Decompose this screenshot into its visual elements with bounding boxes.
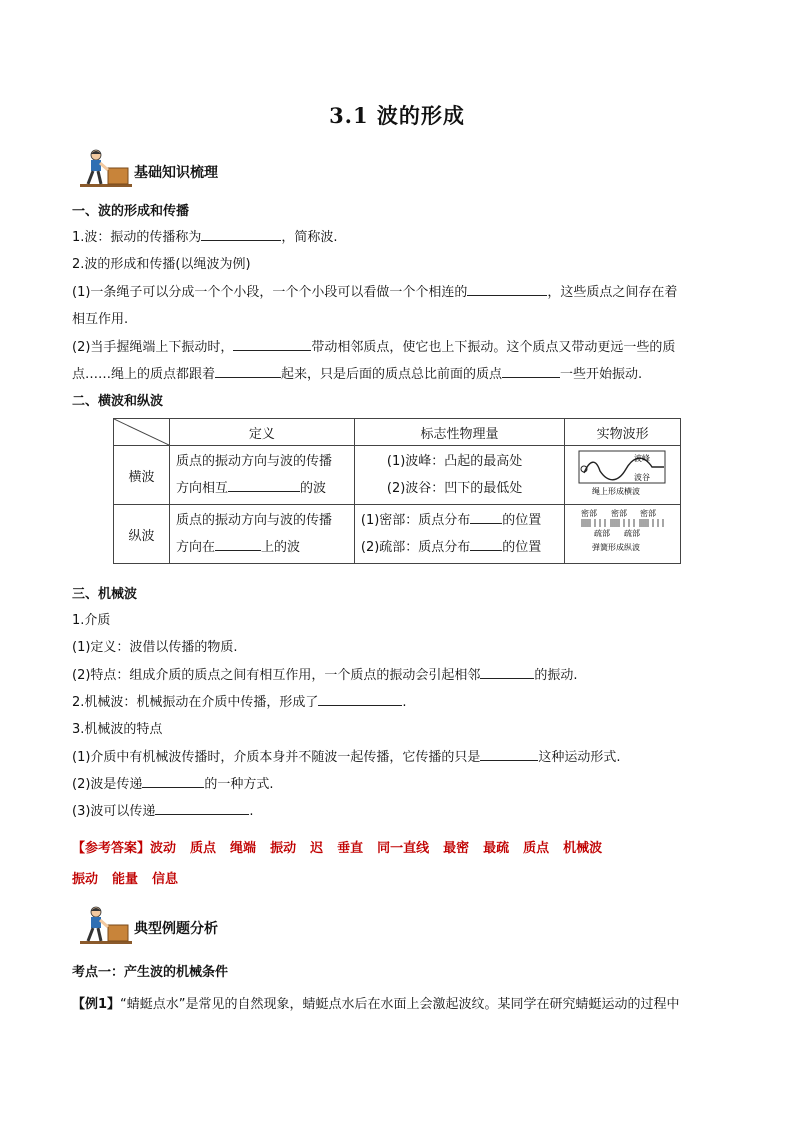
- student-pushing-box-icon: [80, 905, 132, 947]
- student-pushing-box-icon: [80, 148, 132, 190]
- waveform-cell: [565, 446, 681, 505]
- text-line: 相互作用.: [72, 312, 129, 327]
- wave-label: 疏部: [593, 529, 610, 538]
- text-line: (2)特点：组成介质的质点之间有相互作用，一个质点的振动会引起相邻 的振动.: [72, 668, 578, 683]
- figure-caption: 绳上形成横波: [591, 487, 640, 496]
- figure-caption: 弹簧形成纵波: [591, 543, 640, 552]
- diagonal-header-cell: [114, 419, 170, 446]
- table-row: [114, 505, 681, 564]
- text-line: 点……绳上的质点都跟着 起来，只是后面的质点总比前面的质点 一些开始振动.: [72, 367, 643, 382]
- wave-label: 波谷: [633, 473, 650, 482]
- row-name: 横波: [114, 446, 170, 505]
- section-heading: 基础知识梳理: [134, 165, 218, 181]
- text-line: (1)介质中有机械波传播时，介质本身并不随波一起传播，它传播的只是 这种运动形式.: [72, 750, 621, 765]
- wave-comparison-table: [113, 418, 681, 564]
- key-point-heading: 考点一：产生波的机械条件: [72, 965, 229, 980]
- header-definition: 定义: [170, 419, 355, 446]
- text-line: (3)波可以传递 .: [72, 804, 254, 819]
- page-title: 3.1 波的形成: [329, 103, 465, 128]
- row-name: 纵波: [114, 505, 170, 564]
- answer-label: 【参考答案】: [72, 841, 151, 856]
- longitudinal-wave-figure: [578, 507, 668, 557]
- heading-3: 三、机械波: [72, 587, 138, 602]
- section-heading: 典型例题分析: [134, 921, 218, 937]
- answer-key-row: 【参考答案】波动 质点 绳端 振动 迟 垂直 同一直线 最密 最疏 质点 机械波: [72, 841, 603, 856]
- text-line: 3.机械波的特点: [72, 722, 163, 737]
- definition-cell: 质点的振动方向与波的传播 方向相互 的波: [170, 446, 355, 505]
- text-line: (2)当手握绳端上下振动时， 带动相邻质点，使它也上下振动。这个质点又带动更远一些的质: [72, 340, 676, 355]
- wave-label: 密部: [610, 509, 627, 518]
- table-row: [114, 446, 681, 505]
- wave-label: 波峰: [633, 454, 650, 463]
- text-line: 2.机械波：机械振动在介质中传播，形成了 .: [72, 695, 407, 710]
- wave-label: 疏部: [623, 529, 640, 538]
- answer-key-row: 振动 能量 信息: [72, 872, 179, 887]
- wave-label: 密部: [580, 509, 597, 518]
- heading-1: 一、波的形成和传播: [72, 204, 190, 219]
- text-line: 1.波：振动的传播称为 ，简称波.: [72, 230, 338, 245]
- quantity-cell: (1)波峰：凸起的最高处 (2)波谷：凹下的最低处: [354, 446, 564, 505]
- wave-label: 密部: [639, 509, 656, 518]
- waveform-cell: [565, 505, 681, 564]
- header-quantity: 标志性物理量: [354, 419, 564, 446]
- heading-2: 二、横波和纵波: [72, 394, 164, 409]
- text-line: 2.波的形成和传播(以绳波为例): [72, 257, 251, 272]
- text-line: (1)定义：波借以传播的物质.: [72, 640, 238, 655]
- definition-cell: 质点的振动方向与波的传播 方向在 上的波: [170, 505, 355, 564]
- text-line: (2)波是传递 的一种方式.: [72, 777, 274, 792]
- quantity-cell: (1)密部：质点分布 的位置 (2)疏部：质点分布 的位置: [354, 505, 564, 564]
- text-line: (1)一条绳子可以分成一个个小段，一个个小段可以看做一个个相连的 ，这些质点之间存在着: [72, 285, 678, 300]
- example-line: 【例1】“蜻蜓点水”是常见的自然现象，蜻蜓点水后在水面上会激起波纹。某同学在研究蜻蜓运动的过程中: [72, 997, 680, 1012]
- header-waveform: 实物波形: [565, 419, 681, 446]
- text-line: 1.介质: [72, 613, 111, 628]
- transverse-wave-figure: [578, 449, 668, 497]
